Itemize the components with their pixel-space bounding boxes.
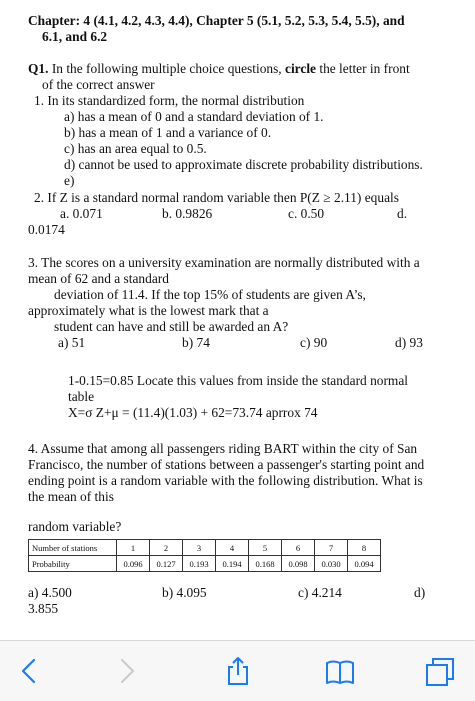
table-cell: 0.193 xyxy=(183,556,216,572)
q4-option-a: a) 4.500 xyxy=(28,585,72,600)
q3-work-line-2: table xyxy=(68,389,95,404)
table-cell: 0.094 xyxy=(348,556,381,572)
table-cell: 7 xyxy=(315,540,348,556)
q1-intro-pre: In the following multiple choice questions, xyxy=(51,61,286,76)
q1-item2-option-a: a. 0.071 xyxy=(60,206,103,221)
q1-label: Q1. xyxy=(28,61,49,76)
forward-button[interactable] xyxy=(110,655,142,687)
table-cell: 0.098 xyxy=(282,556,315,572)
table-row xyxy=(29,556,381,572)
distribution-table xyxy=(28,539,381,572)
table-row xyxy=(29,540,381,556)
table-cell: 4 xyxy=(216,540,249,556)
q1-item2-option-d: d. xyxy=(397,206,408,221)
table-cell: 6 xyxy=(282,540,315,556)
q3-line-4: approximately what is the lowest mark that a xyxy=(28,303,269,318)
share-button[interactable] xyxy=(222,655,254,687)
q3-work-line-1: 1-0.15=0.85 Locate this values from inside the standard normal xyxy=(68,373,409,388)
q3-work-line-3: X=σ Z+μ = (11.4)(1.03) + 62=73.74 aprrox 74 xyxy=(68,405,318,420)
table-cell: 0.168 xyxy=(249,556,282,572)
q4-line-4: the mean of this xyxy=(28,489,114,504)
q4-option-b: b) 4.095 xyxy=(162,585,207,600)
bottom-toolbar xyxy=(0,640,475,701)
q3-option-d: d) 93 xyxy=(395,335,423,350)
table-cell: 8 xyxy=(348,540,381,556)
q1-intro-line-2: of the correct answer xyxy=(42,77,155,92)
chevron-right-icon xyxy=(110,655,142,687)
q3-option-c: c) 90 xyxy=(300,335,328,350)
q1-item1-option-d: d) cannot be used to approximate discrete probability distributions. xyxy=(64,157,423,172)
table-row-label: Number of stations xyxy=(29,540,117,556)
tabs-button[interactable] xyxy=(424,655,456,687)
q3-line-1: 3. The scores on a university examination are normally distributed with a xyxy=(28,255,420,270)
q4-line-5: random variable? xyxy=(28,519,122,534)
q4-option-d-value: 3.855 xyxy=(28,601,59,616)
header-line-1: Chapter: 4 (4.1, 4.2, 4.3, 4.4), Chapter 5 (5.1, 5.2, 5.3, 5.4, 5.5), and xyxy=(28,13,405,28)
table-cell: 1 xyxy=(117,540,150,556)
q1-intro xyxy=(28,61,410,77)
share-icon xyxy=(222,655,254,687)
q4-line-1: 4. Assume that among all passengers riding BART within the city of San xyxy=(28,441,418,456)
q3-line-3: deviation of 11.4. If the top 15% of students are given A’s, xyxy=(54,287,366,302)
book-icon xyxy=(324,655,356,687)
q4-option-d: d) xyxy=(414,585,426,600)
q3-option-b: b) 74 xyxy=(182,335,210,350)
q1-item1-option-b: b) has a mean of 1 and a variance of 0. xyxy=(64,125,272,140)
q1-item1-stem: 1. In its standardized form, the normal distribution xyxy=(34,93,305,108)
table-cell: 0.194 xyxy=(216,556,249,572)
q1-item2-option-d-value: 0.0174 xyxy=(28,222,65,237)
q1-item1-option-a: a) has a mean of 0 and a standard deviation of 1. xyxy=(64,109,324,124)
bookmarks-button[interactable] xyxy=(324,655,356,687)
table-cell: 0.030 xyxy=(315,556,348,572)
q1-intro-bold: circle xyxy=(285,61,316,76)
table-cell: 0.096 xyxy=(117,556,150,572)
q1-intro-post: the letter in front xyxy=(316,61,410,76)
header-line-2: 6.1, and 6.2 xyxy=(42,29,108,44)
q1-item2-option-b: b. 0.9826 xyxy=(162,206,213,221)
tabs-icon xyxy=(424,655,456,687)
q1-item1-option-c: c) has an area equal to 0.5. xyxy=(64,141,207,156)
table-row-label: Probability xyxy=(29,556,117,572)
q4-option-c: c) 4.214 xyxy=(298,585,342,600)
q1-item1-option-e: e) xyxy=(64,173,75,188)
q1-item2-stem: 2. If Z is a standard normal random variable then P(Z ≥ 2.11) equals xyxy=(34,190,399,205)
q3-option-a: a) 51 xyxy=(58,335,86,350)
q4-line-2: Francisco, the number of stations between a passenger's starting point and xyxy=(28,457,425,472)
back-button[interactable] xyxy=(14,655,46,687)
q3-line-2: mean of 62 and a standard xyxy=(28,271,169,286)
chevron-left-icon xyxy=(14,655,46,687)
q4-line-3: ending point is a random variable with the following distribution. What is xyxy=(28,473,423,488)
table-cell: 0.127 xyxy=(150,556,183,572)
table-cell: 5 xyxy=(249,540,282,556)
q1-item2-option-c: c. 0.50 xyxy=(288,206,325,221)
q3-line-5: student can have and still be awarded an A? xyxy=(54,319,289,334)
table-cell: 2 xyxy=(150,540,183,556)
table-cell: 3 xyxy=(183,540,216,556)
